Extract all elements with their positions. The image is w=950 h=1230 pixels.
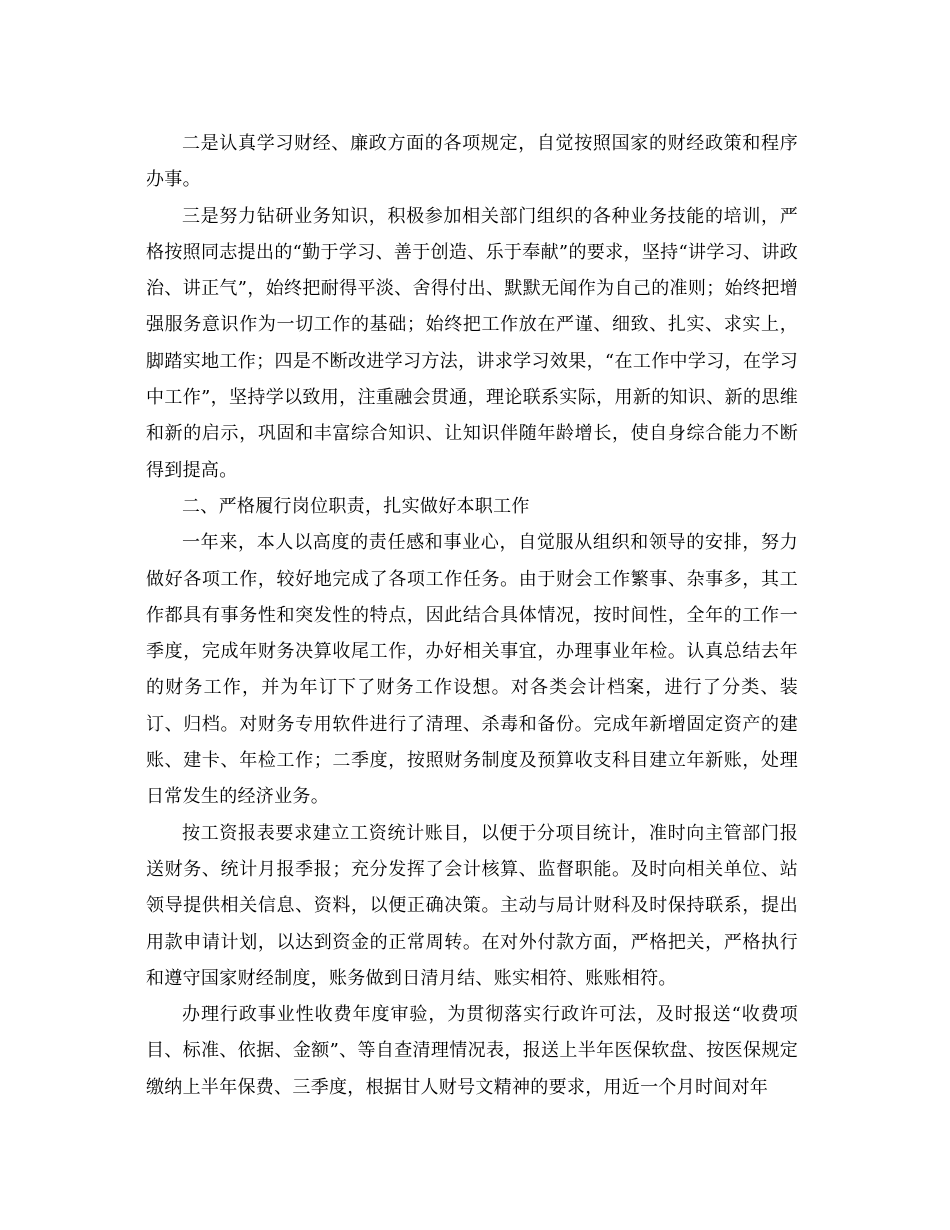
paragraph-payroll-accounts: 按工资报表要求建立工资统计账目，以便于分项目统计，准时向主管部门报送财务、统计月报季报；充分发挥了会计核算、监督职能。及时向相关单位、站领导提供相关信息、资料，以便正确决策。主动与局计财科及时保持联系，提出用款申请计划，以达到资金的正常周转。在对外付款方面，严格把关，严格执行和遵守国家财经制度，账务做到日清月结、账实相符、账账相符。 [146,822,798,989]
paragraph-finance-rules: 二是认真学习财经、廉政方面的各项规定，自觉按照国家的财经政策和程序办事。 [146,133,798,191]
section-heading-duties: 二、严格履行岗位职责，扎实做好本职工作 [182,495,530,517]
paragraph-fee-audit: 办理行政事业性收费年度审验，为贯彻落实行政许可法，及时报送“收费项目、标准、依据、金额”、等自查清理情况表，报送上半年医保软盘、按医保规定缴纳上半年保费、三季度，根据甘人财号文精神的要求，用近一个月时间对年 [146,1004,798,1098]
paragraph-annual-work: 一年来，本人以高度的责任感和事业心，自觉服从组织和领导的安排，努力做好各项工作，较好地完成了各项工作任务。由于财会工作繁事、杂事多，其工作都具有事务性和突发性的特点，因此结合具体情况，按时间性，全年的工作一季度，完成年财务决算收尾工作，办好相关事宜，办理事业年检。认真总结去年的财务工作，并为年订下了财务工作设想。对各类会计档案，进行了分类、装订、归档。对财务专用软件进行了清理、杀毒和备份。完成年新增固定资产的建账、建卡、年检工作；二季度，按照财务制度及预算收支科目建立年新账，处理日常发生的经济业务。 [146,532,798,808]
paragraph-study-business: 三是努力钻研业务知识，积极参加相关部门组织的各种业务技能的培训，严格按照同志提出的“勤于学习、善于创造、乐于奉献”的要求，坚持“讲学习、讲政治、讲正气”，始终把耐得平淡、舍得付出、默默无闻作为自己的准则；始终把增强服务意识作为一切工作的基础；始终把工作放在严谨、细致、扎实、求实上，脚踏实地工作；四是不断改进学习方法，讲求学习效果，“在工作中学习，在学习中工作”，坚持学以致用，注重融会贯通，理论联系实际，用新的知识、新的思维和新的启示，巩固和丰富综合知识、让知识伴随年龄增长，使自身综合能力不断得到提高。 [146,205,798,481]
